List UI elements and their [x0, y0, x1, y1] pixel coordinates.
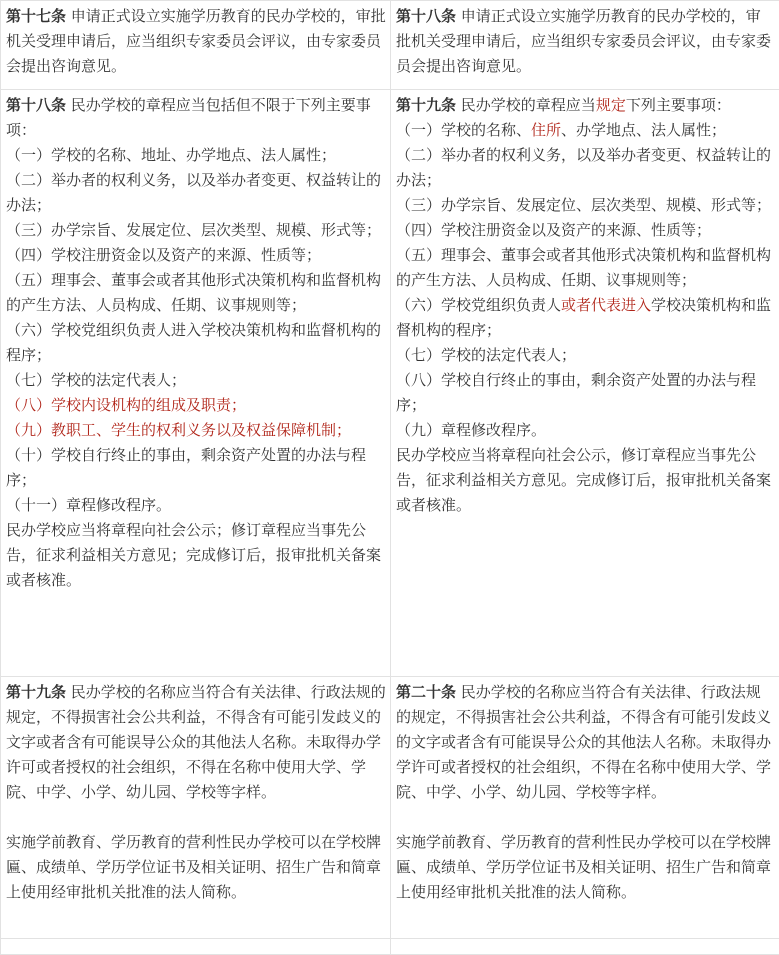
list-item: （八）学校自行终止的事由，剩余资产处置的办法与程序；	[396, 368, 775, 418]
list-item: （二）举办者的权利义务，以及举办者变更、权益转让的办法；	[6, 168, 386, 218]
table-row	[1, 1, 779, 90]
list-item-added: （九）教职工、学生的权利义务以及权益保障机制；	[6, 418, 386, 443]
article-intro: 第十九条 民办学校的章程应当规定下列主要事项：	[396, 93, 775, 118]
list-item: （五）理事会、董事会或者其他形式决策机构和监督机构的产生方法、人员构成、任期、议事规则等；	[6, 268, 386, 318]
footer-cell	[1, 939, 391, 955]
list-item: （五）理事会、董事会或者其他形式决策机构和监督机构的产生方法、人员构成、任期、议事规则等；	[396, 243, 775, 293]
list-item: （十）学校自行终止的事由，剩余资产处置的办法与程序；	[6, 443, 386, 493]
list-item: （七）学校的法定代表人；	[6, 368, 386, 393]
article-number: 第十八条	[396, 7, 456, 25]
changed-text: 规定	[596, 96, 626, 114]
table-row	[1, 677, 779, 939]
article-number: 第十七条	[6, 7, 66, 25]
old-version-cell	[1, 90, 391, 677]
article-number: 第二十条	[396, 683, 456, 701]
article-paragraph: 实施学前教育、学历教育的营利性民办学校可以在学校牌匾、成绩单、学历学位证书及相关证明、招生广告和简章上使用经审批机关批准的法人简称。	[396, 830, 775, 905]
article-number: 第十九条	[6, 683, 66, 701]
article-closing: 民办学校应当将章程向社会公示，修订章程应当事先公告，征求利益相关方意见。完成修订后，报审批机关备案或者核准。	[396, 443, 775, 518]
changed-text: 或者代表进入	[561, 296, 651, 314]
list-item: （一）学校的名称、住所、办学地点、法人属性；	[396, 118, 775, 143]
list-item-added: （八）学校内设机构的组成及职责；	[6, 393, 386, 418]
list-item: （六）学校党组织负责人进入学校决策机构和监督机构的程序；	[6, 318, 386, 368]
old-version-cell	[1, 677, 391, 939]
list-item: （十一）章程修改程序。	[6, 493, 386, 518]
article-paragraph: 第十九条 民办学校的名称应当符合有关法律、行政法规的规定，不得损害社会公共利益，不得含有可能引发歧义的文字或者含有可能误导公众的其他法人名称。未取得办学许可或者授权的社会组织，不得在名称中使用大学、学院、中学、小学、幼儿园、学校等字样。	[6, 680, 386, 805]
article-number: 第十八条	[6, 96, 66, 114]
list-item: （六）学校党组织负责人或者代表进入学校决策机构和监督机构的程序；	[396, 293, 775, 343]
new-version-cell	[391, 90, 779, 677]
list-item: （三）办学宗旨、发展定位、层次类型、规模、形式等；	[396, 193, 775, 218]
changed-text: 住所	[531, 121, 561, 139]
paragraph-gap	[396, 805, 775, 830]
article-number: 第十九条	[396, 96, 456, 114]
article-intro: 第十八条 民办学校的章程应当包括但不限于下列主要事项：	[6, 93, 386, 143]
list-item: （九）章程修改程序。	[396, 418, 775, 443]
list-item: （二）举办者的权利义务，以及举办者变更、权益转让的办法；	[396, 143, 775, 193]
article-paragraph: 第二十条 民办学校的名称应当符合有关法律、行政法规的规定，不得损害社会公共利益，不得含有可能引发歧义的文字或者含有可能误导公众的其他法人名称。未取得办学许可或者授权的社会组织，不得在名称中使用大学、学院、中学、小学、幼儿园、学校等字样。	[396, 680, 775, 805]
paragraph-gap	[6, 805, 386, 830]
new-version-cell	[391, 677, 779, 939]
list-item: （四）学校注册资金以及资产的来源、性质等；	[6, 243, 386, 268]
article-text: 申请正式设立实施学历教育的民办学校的，审批机关受理申请后，应当组织专家委员会评议，由专家委员会提出咨询意见。	[396, 7, 771, 75]
footer-cell	[391, 939, 779, 955]
table-footer-strip	[1, 939, 779, 955]
article-paragraph: 实施学前教育、学历教育的营利性民办学校可以在学校牌匾、成绩单、学历学位证书及相关证明、招生广告和简章上使用经审批机关批准的法人简称。	[6, 830, 386, 905]
list-item: （四）学校注册资金以及资产的来源、性质等；	[396, 218, 775, 243]
old-version-cell	[1, 1, 391, 90]
list-item: （七）学校的法定代表人；	[396, 343, 775, 368]
list-item: （一）学校的名称、地址、办学地点、法人属性；	[6, 143, 386, 168]
article-text: 申请正式设立实施学历教育的民办学校的，审批机关受理申请后，应当组织专家委员会评议，由专家委员会提出咨询意见。	[6, 7, 386, 75]
new-version-cell	[391, 1, 779, 90]
list-item: （三）办学宗旨、发展定位、层次类型、规模、形式等；	[6, 218, 386, 243]
table-row	[1, 90, 779, 677]
article-closing: 民办学校应当将章程向社会公示；修订章程应当事先公告，征求利益相关方意见；完成修订后，报审批机关备案或者核准。	[6, 518, 386, 593]
